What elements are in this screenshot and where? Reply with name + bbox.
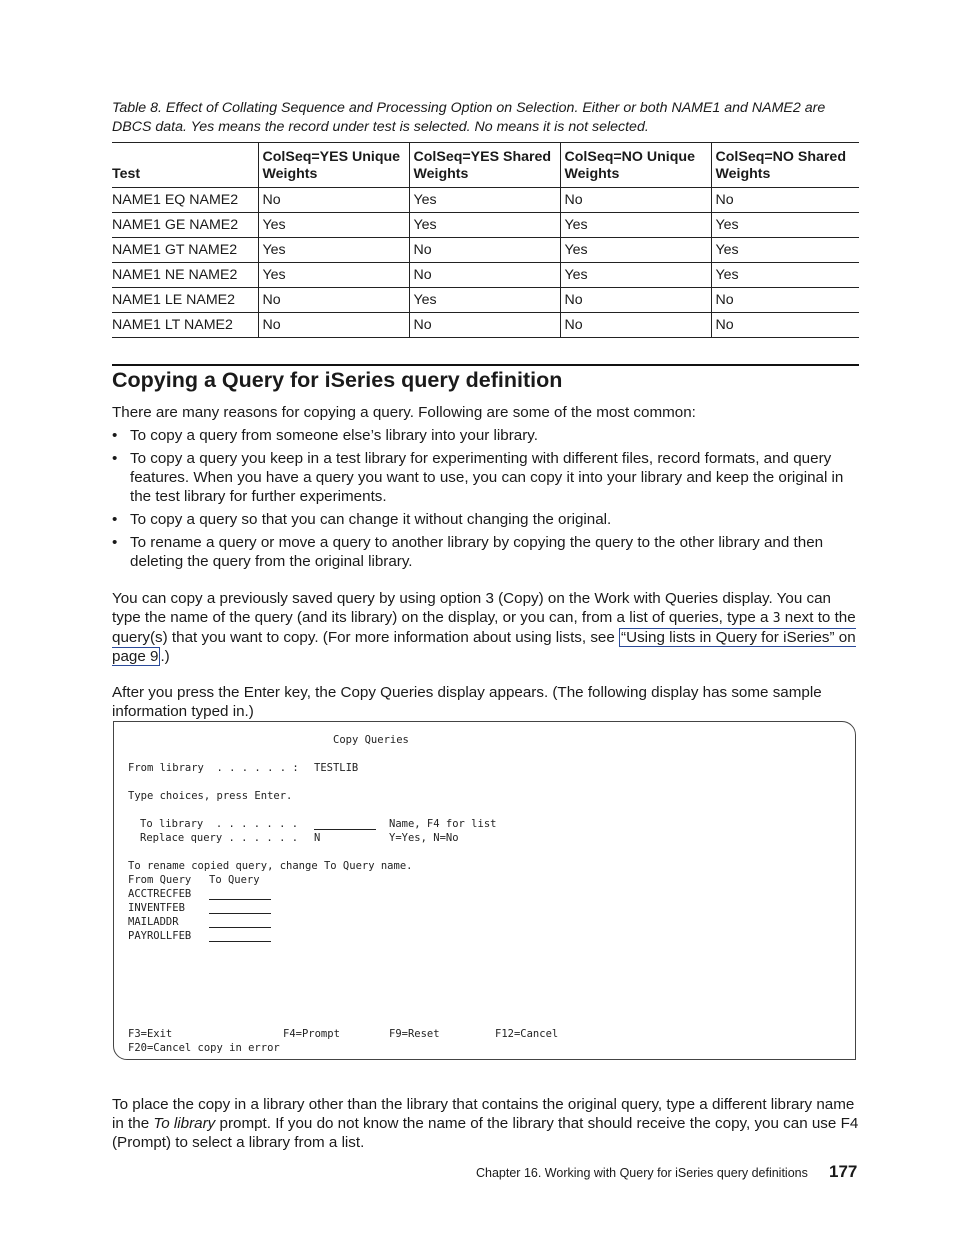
collating-table	[112, 142, 859, 338]
table-cell: Yes	[711, 213, 859, 238]
from-library-value: TESTLIB	[314, 762, 359, 774]
table-row	[112, 313, 859, 338]
table-cell: Yes	[258, 263, 409, 288]
paragraph-text: You can copy a previously saved query by using option 3 (Copy) on the Work with Queries display. You can type the name of the query (and its library) on the display, or you can, from a list of queries, type a	[112, 590, 832, 626]
f20-cancel-copy-key[interactable]: F20=Cancel copy in error	[128, 1042, 280, 1054]
intro-paragraph: There are many reasons for copying a query. Following are some of the most common:	[112, 404, 696, 421]
table-cell: No	[560, 188, 711, 213]
to-query-input[interactable]	[209, 941, 271, 942]
table-cell: Yes	[560, 263, 711, 288]
list-item-text: To copy a query you keep in a test library for experimenting with different files, record formats, and query features. When you have a query you want to use, you can copy it into your library and keep the original in the test library for further experiments.	[130, 450, 844, 505]
col-to-query: To Query	[209, 874, 260, 886]
table-cell: No	[711, 288, 859, 313]
header-colseq-yes-unique: ColSeq=YES Unique Weights	[258, 143, 409, 188]
from-query-name: PAYROLLFEB	[128, 930, 192, 942]
table-cell: NAME1 NE NAME2	[112, 263, 258, 288]
paragraph-text: To place the copy in a library other than the library that contains the original query, type a different library name in the	[112, 1096, 855, 1132]
table-row	[112, 238, 859, 263]
list-item-text: To copy a query from someone else’s library into your library.	[130, 427, 538, 444]
to-query-input[interactable]	[209, 913, 271, 914]
paragraph-text: prompt. If you do not know the name of the library that should receive the copy, you can use F4 (Prompt) to select a library from a list.	[112, 1115, 859, 1151]
copy-option-paragraph	[112, 589, 860, 666]
replace-query-input[interactable]: N	[314, 832, 321, 844]
to-library-term: To library	[153, 1115, 216, 1132]
f3-exit-key[interactable]: F3=Exit	[128, 1028, 173, 1040]
to-query-input[interactable]	[209, 899, 271, 900]
table-cell: No	[560, 313, 711, 338]
table-row	[112, 188, 859, 213]
col-from-query: From Query	[128, 874, 192, 886]
paragraph-text: .)	[160, 648, 170, 665]
page-number: 177	[829, 1162, 858, 1181]
table-cell: Yes	[258, 213, 409, 238]
replace-query-label: Replace query . . . . . .	[140, 832, 299, 844]
from-query-name: ACCTRECFEB	[128, 888, 192, 900]
using-lists-link[interactable]: “Using lists in Query for iSeries” on page 9	[112, 629, 856, 665]
copy-queries-display	[113, 721, 856, 1060]
bullet-icon: •	[112, 511, 118, 528]
table-cell: NAME1 GT NAME2	[112, 238, 258, 263]
header-colseq-yes-shared: ColSeq=YES Shared Weights	[409, 143, 560, 188]
section-rule	[112, 364, 859, 366]
table-cell: Yes	[409, 288, 560, 313]
enter-key-paragraph: After you press the Enter key, the Copy Queries display appears. (The following display has some sample information typed in.)	[112, 684, 822, 720]
table-cell: Yes	[409, 188, 560, 213]
option-code: 3	[772, 611, 781, 626]
to-library-label: To library . . . . . . .	[140, 818, 299, 830]
list-item-text: To copy a query so that you can change it without changing the original.	[130, 511, 612, 528]
table-cell: No	[409, 238, 560, 263]
rename-note: To rename copied query, change To Query name.	[128, 860, 413, 872]
table-caption: Table 8. Effect of Collating Sequence and Processing Option on Selection. Either or both NAME1 and NAME2 are DBCS data. Yes means the record under test is selected. No means it is not selected.	[112, 100, 826, 135]
list-item-text: To rename a query or move a query to another library by copying the query to the other library and then deleting the query from the original library.	[130, 534, 824, 570]
table-cell: No	[711, 188, 859, 213]
table-cell: No	[258, 288, 409, 313]
table-cell: NAME1 GE NAME2	[112, 213, 258, 238]
f4-prompt-key[interactable]: F4=Prompt	[283, 1028, 340, 1040]
to-library-hint: Name, F4 for list	[389, 818, 497, 830]
table-cell: No	[560, 288, 711, 313]
table-cell: No	[409, 263, 560, 288]
table-cell: NAME1 EQ NAME2	[112, 188, 258, 213]
bullet-icon: •	[112, 450, 118, 467]
paragraph-text: next to the query(s) that you want to copy. (For more information about using lists, see	[112, 609, 856, 646]
table-cell: No	[258, 188, 409, 213]
bullet-icon: •	[112, 427, 118, 444]
screen-instruction: Type choices, press Enter.	[128, 790, 293, 802]
to-query-input[interactable]	[209, 927, 271, 928]
section-title: Copying a Query for iSeries query definition	[112, 368, 563, 392]
replace-query-hint: Y=Yes, N=No	[389, 832, 459, 844]
table-row	[112, 213, 859, 238]
table-cell: NAME1 LT NAME2	[112, 313, 258, 338]
to-library-input[interactable]	[314, 829, 376, 830]
header-colseq-no-shared: ColSeq=NO Shared Weights	[711, 143, 859, 188]
screen-title: Copy Queries	[333, 734, 409, 746]
footer-chapter: Chapter 16. Working with Query for iSeries query definitions	[476, 1166, 808, 1180]
header-colseq-no-unique: ColSeq=NO Unique Weights	[560, 143, 711, 188]
bullet-icon: •	[112, 534, 118, 551]
table-cell: Yes	[711, 238, 859, 263]
from-query-name: INVENTFEB	[128, 902, 185, 914]
table-cell: NAME1 LE NAME2	[112, 288, 258, 313]
table-cell: Yes	[258, 238, 409, 263]
table-cell: Yes	[409, 213, 560, 238]
table-cell: No	[711, 313, 859, 338]
table-cell: Yes	[711, 263, 859, 288]
header-test: Test	[112, 143, 258, 188]
from-query-name: MAILADDR	[128, 916, 179, 928]
table-cell: No	[409, 313, 560, 338]
from-library-label: From library . . . . . . :	[128, 762, 299, 774]
table-cell: Yes	[560, 213, 711, 238]
table-row	[112, 288, 859, 313]
f12-cancel-key[interactable]: F12=Cancel	[495, 1028, 559, 1040]
f9-reset-key[interactable]: F9=Reset	[389, 1028, 440, 1040]
table-row	[112, 263, 859, 288]
table-cell: Yes	[560, 238, 711, 263]
to-library-paragraph	[112, 1095, 860, 1152]
table-cell: No	[258, 313, 409, 338]
table-header-row	[112, 143, 859, 188]
